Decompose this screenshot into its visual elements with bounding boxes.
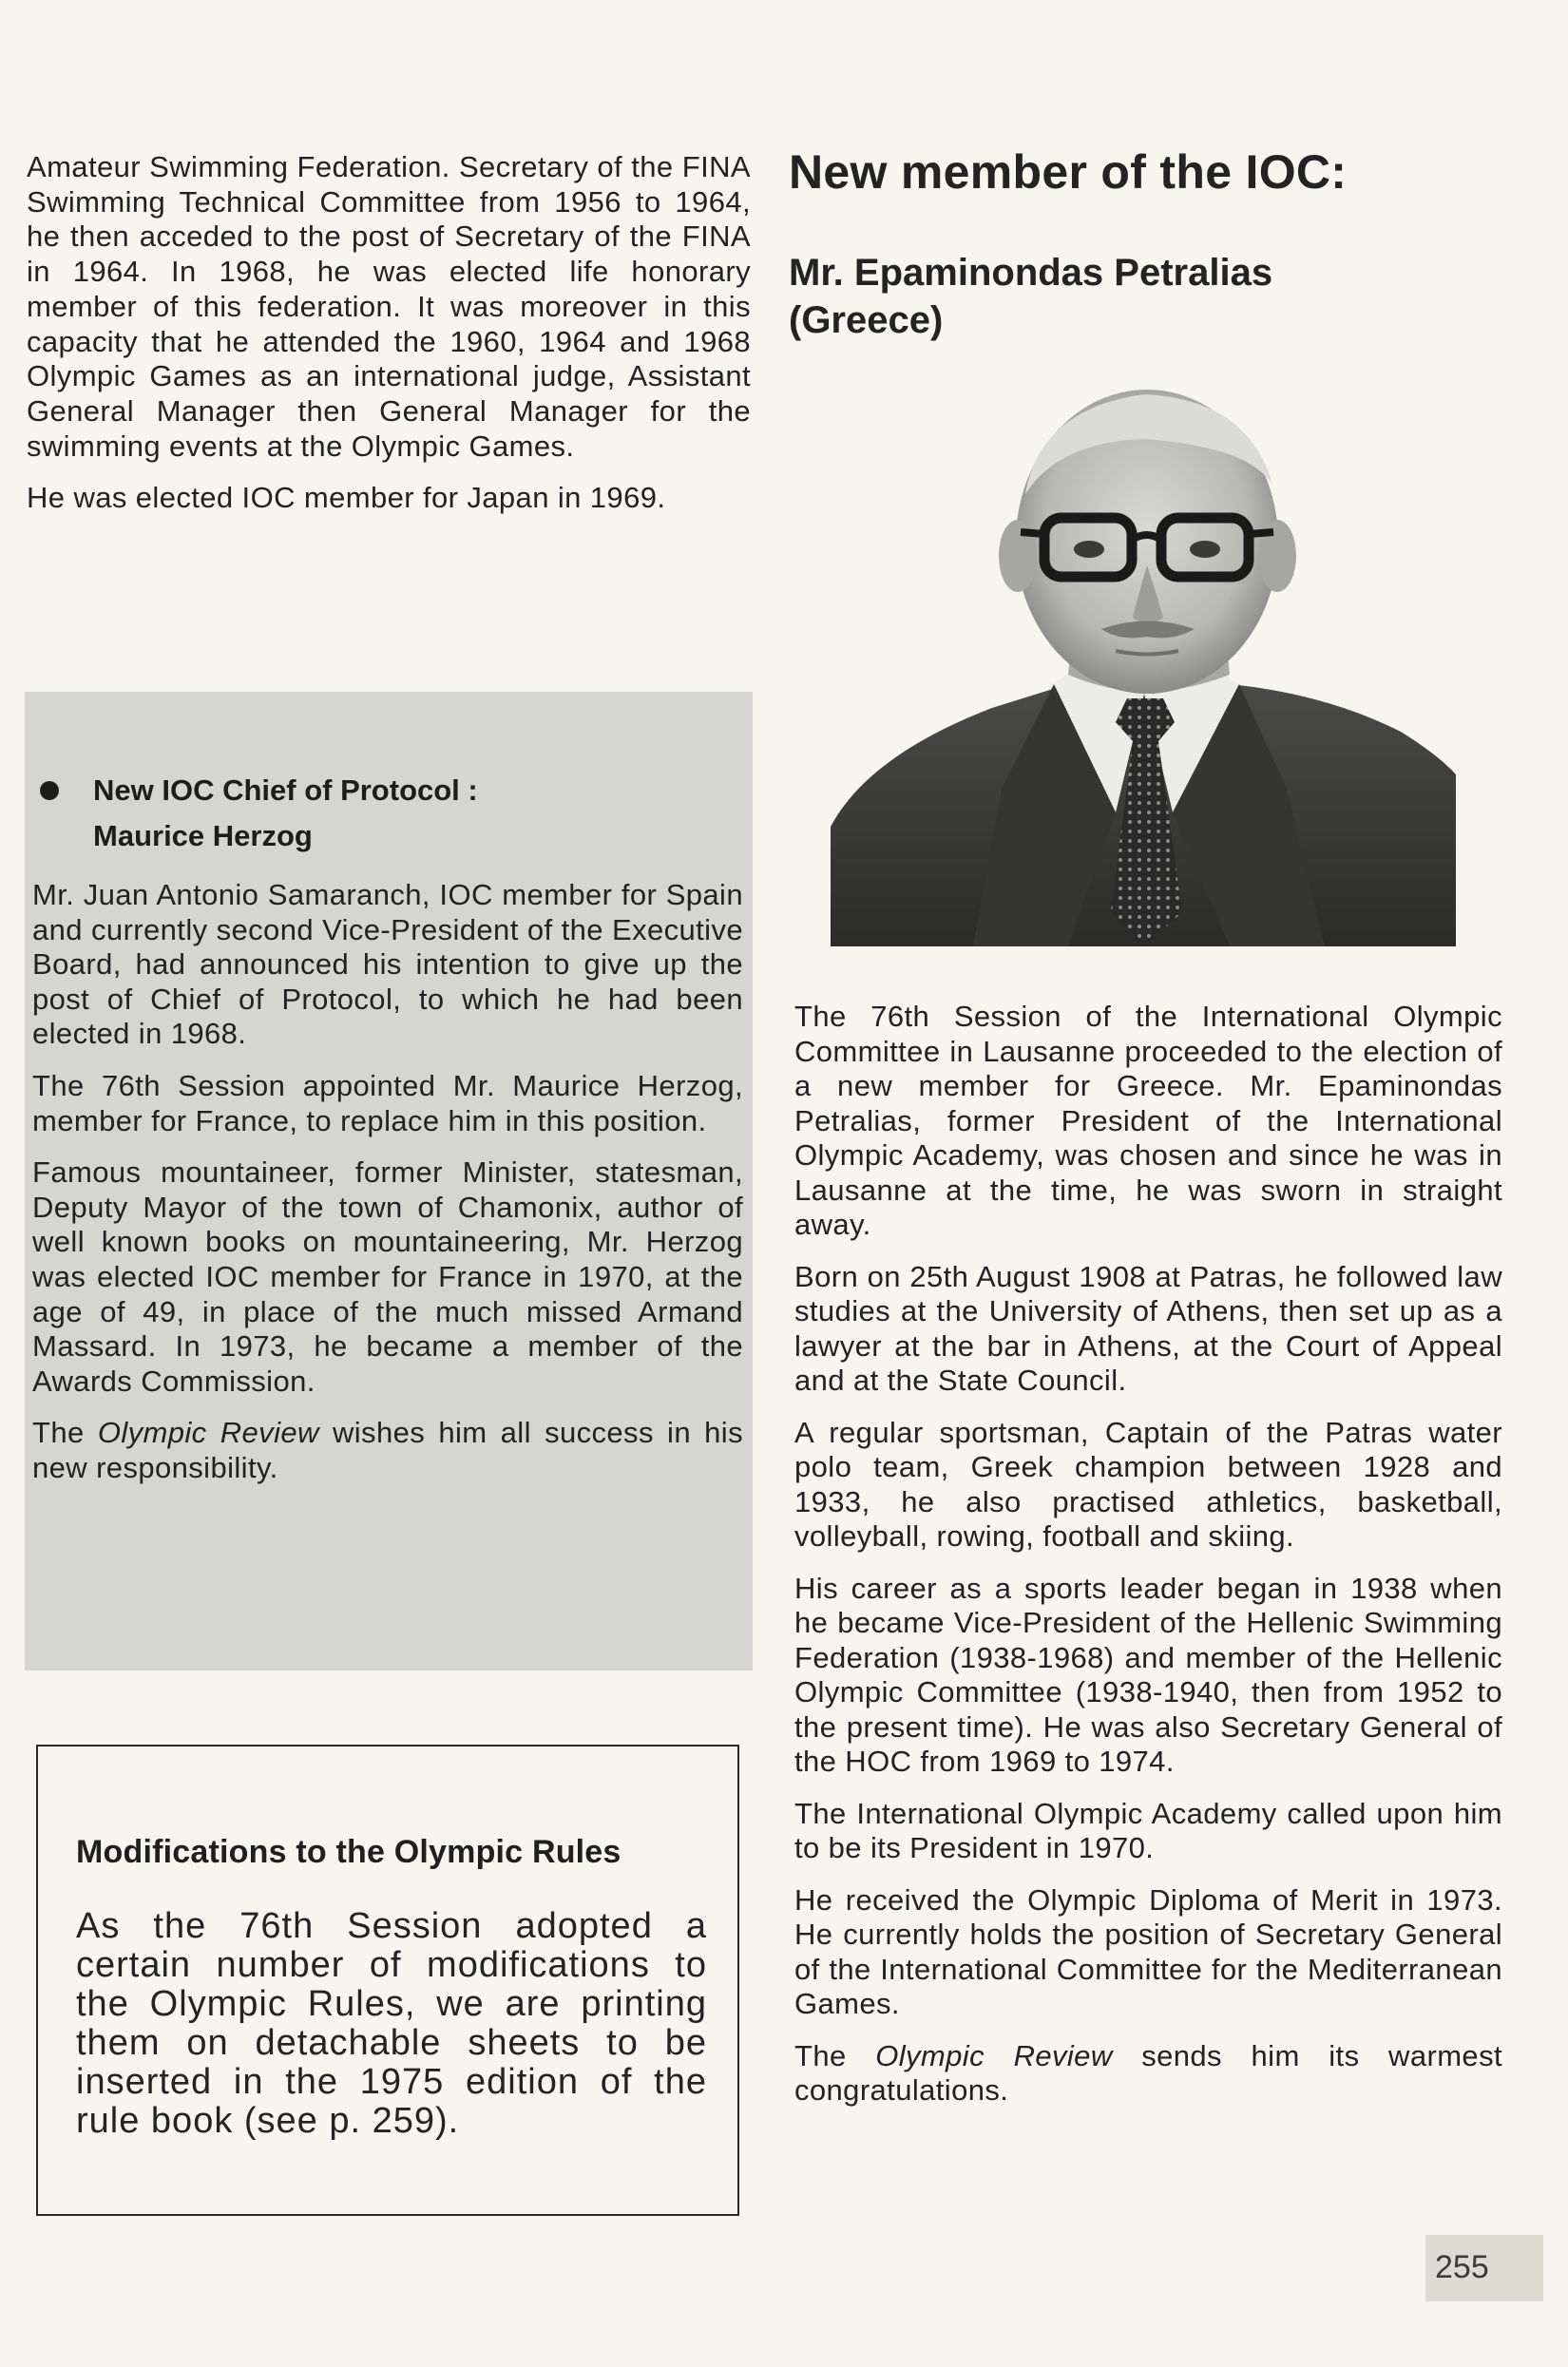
publication-name: Olympic Review [97, 1416, 319, 1450]
title-line-2: Maurice Herzog [93, 819, 313, 852]
protocol-paragraph-1: Mr. Juan Antonio Samaranch, IOC member for Spain and currently second Vice-President of the Executive Board, had announced his intention to give up the post of Chief of Protocol, to which he had been elected in 1968. [32, 878, 743, 1051]
member-paragraph-7 [794, 2039, 1502, 2109]
member-name-heading [789, 249, 1272, 344]
new-member-heading: New member of the IOC: [789, 145, 1348, 199]
member-paragraph-2: Born on 25th August 1908 at Patras, he followed law studies at the University of Athens, then set up as a lawyer at the bar in Athens, at the Court of Appeal and at the State Council. [794, 1259, 1502, 1397]
protocol-p4-pre: The [32, 1416, 98, 1450]
protocol-p4-post: wishes him all success in his new responsibility. [32, 1416, 743, 1484]
portrait-photo [831, 380, 1456, 946]
bullet-icon [40, 781, 59, 800]
new-member-article [794, 1000, 1502, 2126]
member-p7-post: sends him its warmest congratulations. [794, 2038, 1502, 2107]
intro-paragraph-1: Amateur Swimming Federation. Secretary of the FINA Swimming Technical Committee from 1956 to 1964, he then acceded to the post of Secretary of the FINA in 1964. In 1968, he was elected life honorary member of this federation. It was moreover in this capacity that he attended the 1960, 1964 and 1968 Olympic Games as an international judge, Assistant General Manager then General Manager for the swimming events at the Olympic Games. [27, 150, 751, 463]
member-name-line-1: Mr. Epaminondas Petralias [789, 252, 1273, 294]
rules-box-title: Modifications to the Olympic Rules [76, 1834, 621, 1870]
portrait-illustration [831, 380, 1456, 946]
chief-of-protocol-title [32, 768, 743, 859]
protocol-title-text-1: New IOC Chief of Protocol : [93, 773, 478, 807]
member-paragraph-4: His career as a sports leader began in 1938 when he became Vice-President of the Hellenic Swimming Federation (1938-1968) and member of the Hellenic Olympic Committee (1938-1940, then from 1952 to the present time). He was also Secretary General of the HOC from 1969 to 1974. [794, 1571, 1502, 1778]
member-paragraph-6: He received the Olympic Diploma of Merit in 1973. He currently holds the position of Secretary General of the International Committee for the Mediterranean Games. [794, 1882, 1502, 2020]
member-paragraph-1: The 76th Session of the International Olympic Committee in Lausanne proceeded to the election of a new member for Greece. Mr. Epaminondas Petralias, former President of the International Olympic Academy, was chosen and since he was in Lausanne at the time, he was sworn in straight away. [794, 1000, 1502, 1241]
publication-name-2: Olympic Review [875, 2038, 1113, 2072]
protocol-paragraph-4 [32, 1416, 743, 1485]
member-paragraph-3: A regular sportsman, Captain of the Patras water polo team, Greek champion between 1928 and 1933, he also practised athletics, basketball, volleyball, rowing, football and skiing. [794, 1415, 1502, 1553]
page-number: 255 [1435, 2249, 1489, 2285]
olympic-rules-notice-box [36, 1745, 739, 2216]
intro-paragraph-2: He was elected IOC member for Japan in 1969. [27, 481, 666, 515]
intro-text-block [27, 150, 751, 533]
chief-of-protocol-panel [25, 692, 753, 1670]
protocol-paragraph-2: The 76th Session appointed Mr. Maurice Herzog, member for France, to replace him in this position. [32, 1068, 743, 1137]
title-line-1 [32, 768, 743, 813]
rules-box-text: As the 76th Session adopted a certain number of modifications to the Olympic Rules, we are printing them on detachable sheets to be inserted in the 1975 edition of the rule book (see p. 259). [76, 1906, 707, 2141]
protocol-paragraph-3: Famous mountaineer, former Minister, statesman, Deputy Mayor of the town of Chamonix, author of well known books on mountaineering, Mr. Herzog was elected IOC member for France in 1970, at the age of 49, in place of the much missed Armand Massard. In 1973, he became a member of the Awards Commission. [32, 1155, 743, 1398]
member-paragraph-5: The International Olympic Academy called upon him to be its President in 1970. [794, 1796, 1502, 1864]
member-name-line-2: (Greece) [789, 299, 944, 341]
member-p7-pre: The [794, 2038, 876, 2072]
